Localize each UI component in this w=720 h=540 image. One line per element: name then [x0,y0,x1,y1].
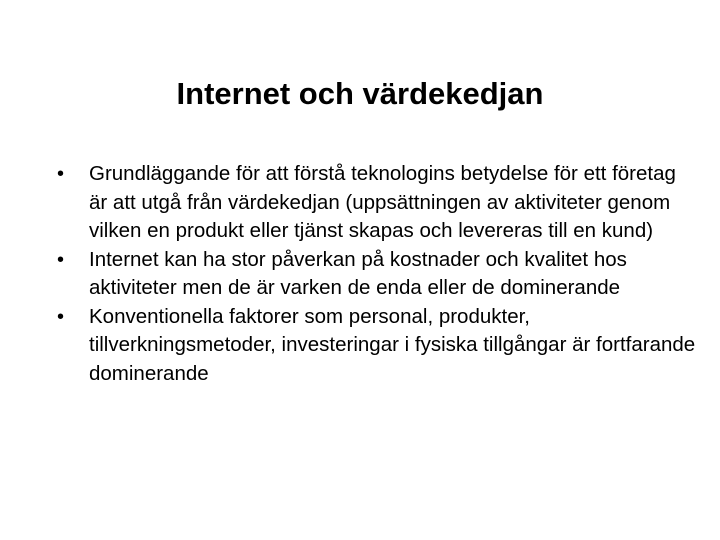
slide-title: Internet och värdekedjan [176,76,544,111]
bullet-item [57,246,697,303]
bullet-text: Grundläggande för att förstå teknologins betydelse för ett företag är att utgå från värdekedjan (uppsättningen av aktiviteter genom vilken en produkt eller tjänst skapas och levereras till en kund) [89,162,676,242]
bullet-icon: • [57,248,65,271]
bullet-item [57,160,697,246]
bullet-text: Konventionella faktorer som personal, produkter, tillverkningsmetoder, investeringar i fysiska tillgångar är fortfarande dominerande [89,304,696,385]
bullet-icon: • [57,305,65,328]
bullet-item [57,303,697,389]
bullet-text: Internet kan ha stor påverkan på kostnader och kvalitet hos aktiviteter men de är varken de enda eller de dominerande [89,247,627,299]
bullet-list [57,160,697,388]
bullet-icon: • [57,163,65,185]
